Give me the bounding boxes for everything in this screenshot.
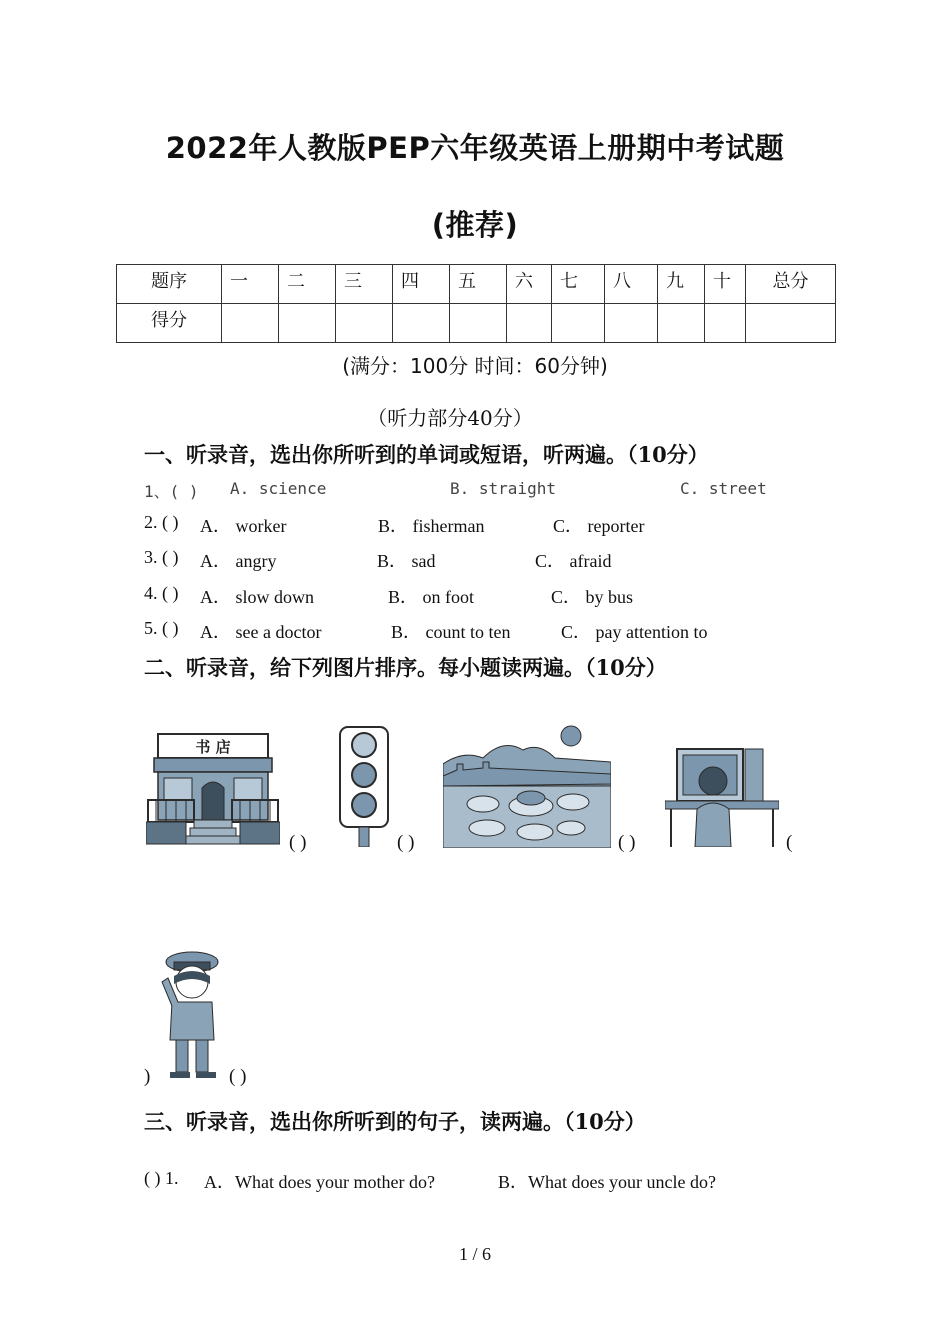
bookstore-sign-text: 书 店: [195, 738, 231, 756]
q5-option-c[interactable]: C． pay attention to: [561, 622, 708, 642]
score-input-cell[interactable]: [705, 304, 746, 343]
score-input-cell[interactable]: [279, 304, 336, 343]
q5-option-b[interactable]: B． count to ten: [391, 622, 511, 642]
page-subtitle: (推荐): [431, 208, 519, 242]
score-input-cell[interactable]: [658, 304, 705, 343]
answer-paren-3[interactable]: ( ): [618, 832, 636, 853]
q4-option-c[interactable]: C． by bus: [551, 587, 634, 607]
score-input-cell[interactable]: [507, 304, 552, 343]
answer-paren-2[interactable]: ( ): [397, 832, 415, 853]
answer-paren-4-close[interactable]: ): [144, 1066, 151, 1087]
q1-option-b[interactable]: B. straight: [450, 479, 556, 498]
listening-part-label: （听力部分40分）: [367, 406, 533, 430]
score-table-score-row: [117, 304, 836, 343]
q2-option-a[interactable]: A． worker: [200, 516, 287, 536]
score-table: [116, 264, 836, 343]
q1-number: 1、( ): [144, 482, 199, 501]
q3-option-b[interactable]: B． sad: [377, 551, 436, 571]
answer-paren-5[interactable]: ( ): [229, 1066, 247, 1087]
s3-q1-number: ( ) 1.: [144, 1168, 179, 1188]
answer-paren-1[interactable]: ( ): [289, 832, 307, 853]
score-header-cell: 六: [507, 265, 552, 304]
section2-heading: 二、听录音，给下列图片排序。每小题读两遍。（10分）: [144, 655, 667, 680]
score-row-label: 得分: [117, 304, 222, 343]
score-header-cell: 二: [279, 265, 336, 304]
section3-heading: 三、听录音，选出你所听到的句子，读两遍。（10分）: [144, 1109, 646, 1134]
q5-option-a[interactable]: A． see a doctor: [200, 622, 322, 642]
q3-option-c[interactable]: C． afraid: [535, 551, 612, 571]
q2-number: 2. ( ): [144, 512, 179, 532]
score-input-cell[interactable]: [450, 304, 507, 343]
section1-heading: 一、听录音，选出你所听到的单词或短语，听两遍。（10分）: [144, 442, 709, 467]
bookstore-picture: [146, 730, 280, 848]
page-number: 1 / 6: [458, 1244, 491, 1264]
score-header-cell: 题序: [117, 265, 222, 304]
q2-option-b[interactable]: B． fisherman: [378, 516, 485, 536]
score-input-cell[interactable]: [222, 304, 279, 343]
score-table-header-row: [117, 265, 836, 304]
full-score-note: (满分：100分 时间：60分钟): [342, 354, 608, 378]
score-header-cell: 四: [393, 265, 450, 304]
q3-option-a[interactable]: A． angry: [200, 551, 277, 571]
score-header-cell: 一: [222, 265, 279, 304]
score-header-cell: 九: [658, 265, 705, 304]
traffic-light-picture: [336, 725, 392, 847]
page-title: 2022年人教版PEP六年级英语上册期中考试题: [165, 131, 785, 165]
s3-q1-option-a[interactable]: A．What does your mother do?: [204, 1172, 435, 1192]
q1-option-a[interactable]: A. science: [230, 479, 327, 498]
score-input-cell[interactable]: [746, 304, 836, 343]
q3-number: 3. ( ): [144, 547, 179, 567]
score-input-cell[interactable]: [605, 304, 658, 343]
q1-option-c[interactable]: C. street: [680, 479, 767, 498]
score-input-cell[interactable]: [552, 304, 605, 343]
score-header-cell: 五: [450, 265, 507, 304]
computer-girl-picture: [665, 747, 779, 847]
police-officer-picture: [160, 948, 224, 1080]
answer-paren-4-open[interactable]: (: [786, 832, 793, 853]
score-input-cell[interactable]: [393, 304, 450, 343]
q4-option-a[interactable]: A． slow down: [200, 587, 315, 607]
score-header-cell: 八: [605, 265, 658, 304]
score-header-cell: 总分: [746, 265, 836, 304]
score-input-cell[interactable]: [336, 304, 393, 343]
s3-q1-option-b[interactable]: B．What does your uncle do?: [498, 1172, 716, 1192]
score-header-cell: 三: [336, 265, 393, 304]
q5-number: 5. ( ): [144, 618, 179, 638]
q4-option-b[interactable]: B． on foot: [388, 587, 475, 607]
score-header-cell: 七: [552, 265, 605, 304]
q2-option-c[interactable]: C． reporter: [553, 516, 645, 536]
great-wall-food-picture: [443, 724, 611, 848]
q4-number: 4. ( ): [144, 583, 179, 603]
score-header-cell: 十: [705, 265, 746, 304]
